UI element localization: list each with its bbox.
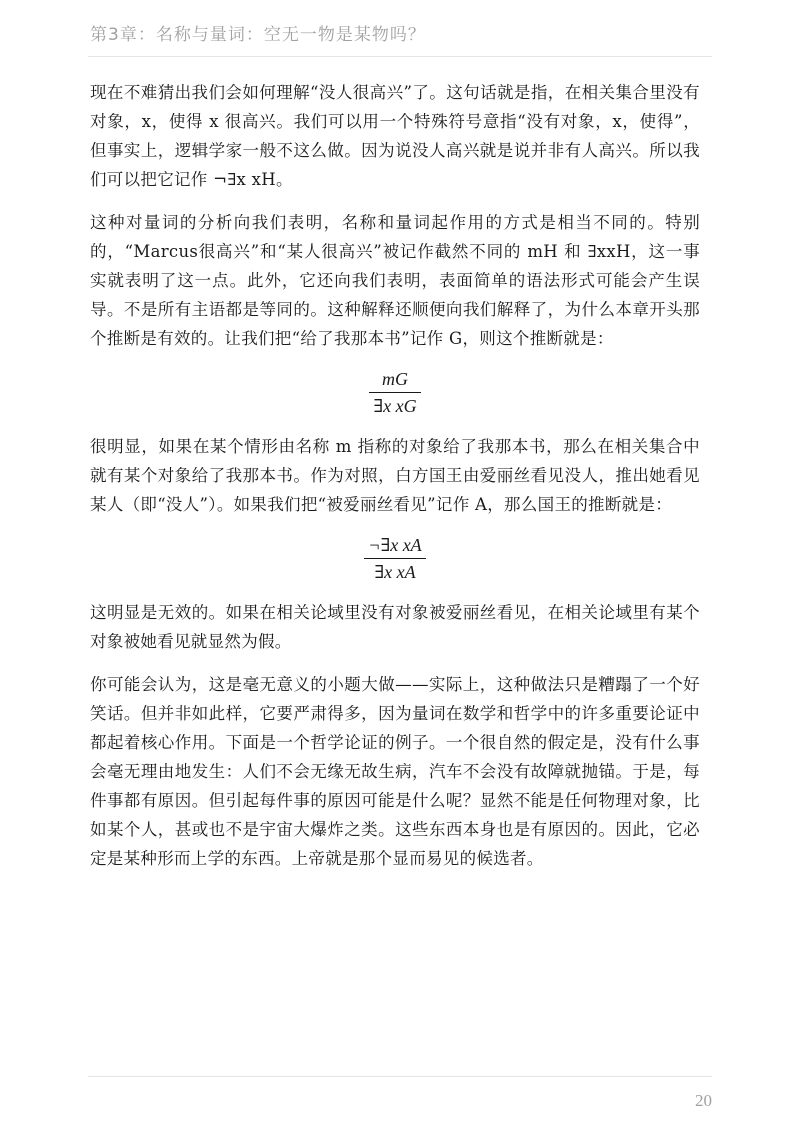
footer-divider [88,1076,712,1077]
page-body [90,78,700,887]
header-divider [88,56,712,57]
formula-premise: ¬∃x xA [368,535,422,555]
inference-line [364,558,425,559]
inference-formula-2 [90,533,700,584]
fraction [364,533,425,584]
paragraph-4: 这明显是无效的。如果在相关论域里没有对象被爱丽丝看见，在相关论域里有某个对象被她看见就显然为假。 [90,603,700,651]
inference-line [369,392,420,393]
paragraph-3: 很明显，如果在某个情形由名称 m 指称的对象给了我那本书，那么在相关集合中就有某个对象给了我那本书。作为对照，白方国王由爱丽丝看见没人，推出她看见某人（即“没人”）。如果我们把“被爱丽丝看见”记作 A，那么国王的推断就是： [90,437,700,514]
paragraph-5: 你可能会认为，这是毫无意义的小题大做——实际上，这种做法只是糟蹋了一个好笑话。但并非如此样，它要严肃得多，因为量词在数学和哲学中的许多重要论证中都起着核心作用。下面是一个哲学论证的例子。一个很自然的假定是，没有什么事会毫无理由地发生：人们不会无缘无故生病，汽车不会没有故障就抛锚。于是，每件事都有原因。但引起每件事的原因可能是什么呢？显然不能是任何物理对象，比如某个人，甚或也不是宇宙大爆炸之类。这些东西本身也是有原因的。因此，它必定是某种形而上学的东西。上帝就是那个显而易见的候选者。 [90,675,700,868]
formula-premise: mG [382,369,408,389]
formula-conclusion: ∃x xG [373,396,417,416]
paragraph-2: 这种对量词的分析向我们表明，名称和量词起作用的方式是相当不同的。特别的，“Marcus很高兴”和“某人很高兴”被记作截然不同的 mH 和 ∃xxH，这一事实就表明了这一点。此外，它还向我们表明，表面简单的语法形式可能会产生误导。不是所有主语都是等同的。这种解释还顺便向我们解释了，为什么本章开头那个推断是有效的。让我们把“给了我那本书”记作 G，则这个推断就是： [90,213,700,348]
page-number: 20 [695,1091,712,1110]
inference-formula-1 [90,367,700,418]
paragraph-1: 现在不难猜出我们会如何理解“没人很高兴”了。这句话就是指，在相关集合里没有对象，x，使得 x 很高兴。我们可以用一个特殊符号意指“没有对象，x，使得”，但事实上，逻辑学家一般不这么做。因为说没人高兴就是说并非有人高兴。所以我们可以把它记作 ¬∃x xH。 [90,83,700,189]
fraction [369,367,420,418]
formula-conclusion: ∃x xA [374,562,416,582]
chapter-header: 第3章：名称与量词：空无一物是某物吗？ [90,25,426,45]
